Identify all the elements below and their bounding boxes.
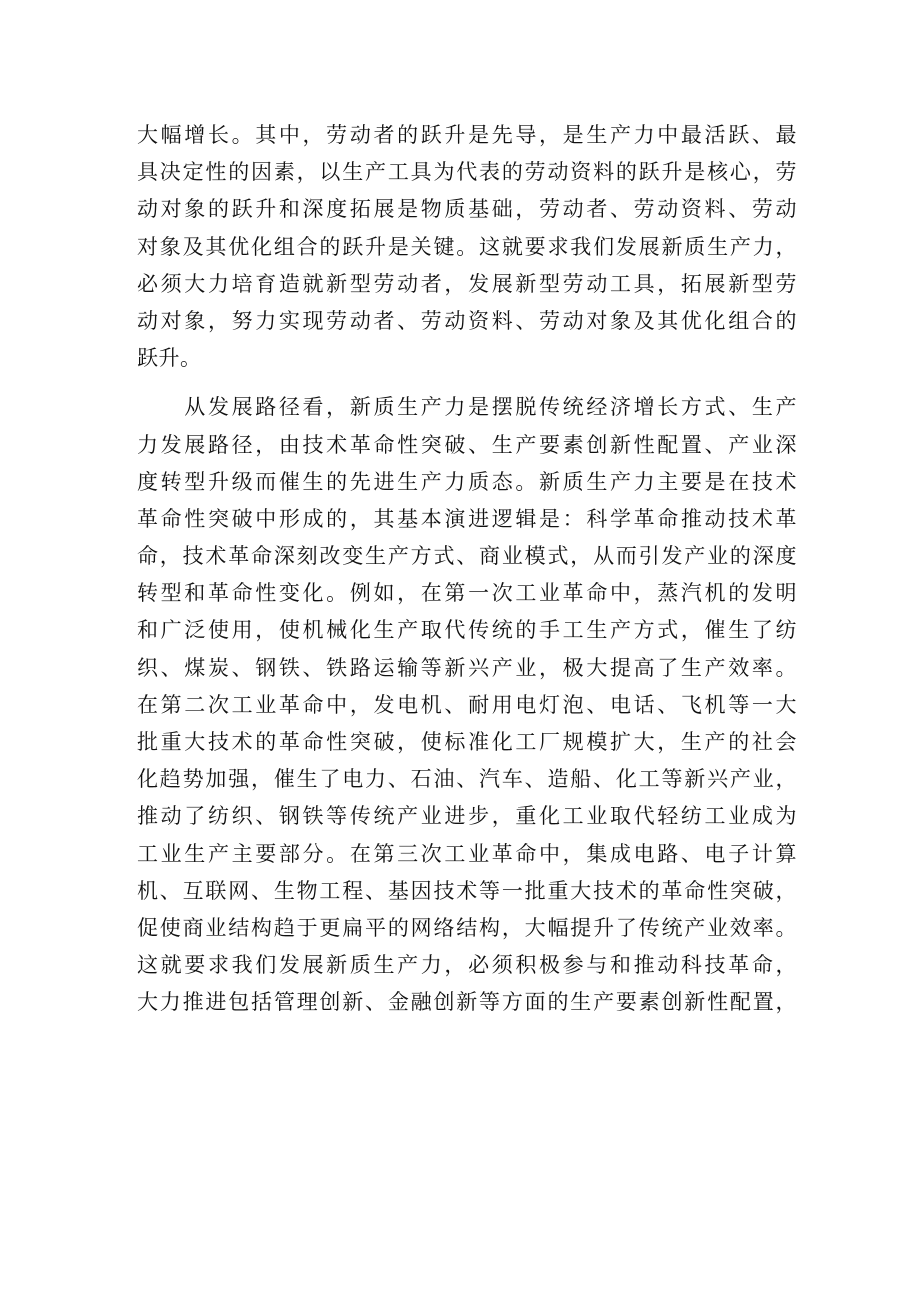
paragraph-gap: [137, 377, 797, 389]
paragraph: [137, 117, 797, 377]
body-text: [137, 117, 797, 1022]
text-line: 机、互联网、生物工程、基因技术等一批重大技术的革命性突破，: [137, 878, 797, 903]
text-line: 大幅增长。其中，劳动者的跃升是先导，是生产力中最活跃、最: [137, 123, 797, 147]
text-line: 命，技术革命深刻改变生产方式、商业模式，从而引发产业的深度: [137, 544, 797, 569]
text-line: 工业生产主要部分。在第三次工业革命中，集成电路、电子计算: [137, 841, 797, 866]
text-line: 必须大力培育造就新型劳动者，发展新型劳动工具，拓展新型劳: [137, 271, 797, 296]
text-line: 大力推进包括管理创新、金融创新等方面的生产要素创新性配置，: [137, 990, 797, 1015]
text-line: 在第二次工业革命中，发电机、耐用电灯泡、电话、飞机等一大: [137, 692, 797, 717]
text-line: 和广泛使用，使机械化生产取代传统的手工生产方式，催生了纺: [137, 618, 797, 643]
text-line: 革命性突破中形成的，其基本演进逻辑是：科学革命推动技术革: [137, 506, 797, 531]
text-line: 这就要求我们发展新质生产力，必须积极参与和推动科技革命，: [137, 953, 797, 978]
text-line: 对象及其优化组合的跃升是关键。这就要求我们发展新质生产力，: [137, 234, 797, 259]
text-line: 织、煤炭、钢铁、铁路运输等新兴产业，极大提高了生产效率。: [137, 655, 797, 680]
text-line: 化趋势加强，催生了电力、石油、汽车、造船、化工等新兴产业，: [137, 767, 797, 792]
text-line: 从发展路径看，新质生产力是摆脱传统经济增长方式、生产: [137, 395, 797, 420]
text-line: 促使商业结构趋于更扁平的网络结构，大幅提升了传统产业效率。: [137, 915, 797, 940]
text-line: 动对象的跃升和深度拓展是物质基础，劳动者、劳动资料、劳动: [137, 197, 797, 222]
text-line: 动对象，努力实现劳动者、劳动资料、劳动对象及其优化组合的: [137, 308, 797, 333]
text-line: 力发展路径，由技术革命性突破、生产要素创新性配置、产业深: [137, 432, 797, 457]
text-line: 批重大技术的革命性突破，使标准化工厂规模扩大，生产的社会: [137, 730, 797, 754]
text-line: 转型和革命性变化。例如，在第一次工业革命中，蒸汽机的发明: [137, 581, 797, 606]
text-line: 度转型升级而催生的先进生产力质态。新质生产力主要是在技术: [137, 469, 797, 494]
paragraph: [137, 389, 797, 1021]
text-line: 具决定性的因素，以生产工具为代表的劳动资料的跃升是核心，劳: [137, 160, 797, 185]
text-line: 推动了纺织、钢铁等传统产业进步，重化工业取代轻纺工业成为: [137, 804, 797, 829]
text-line: 跃升。: [137, 346, 202, 371]
